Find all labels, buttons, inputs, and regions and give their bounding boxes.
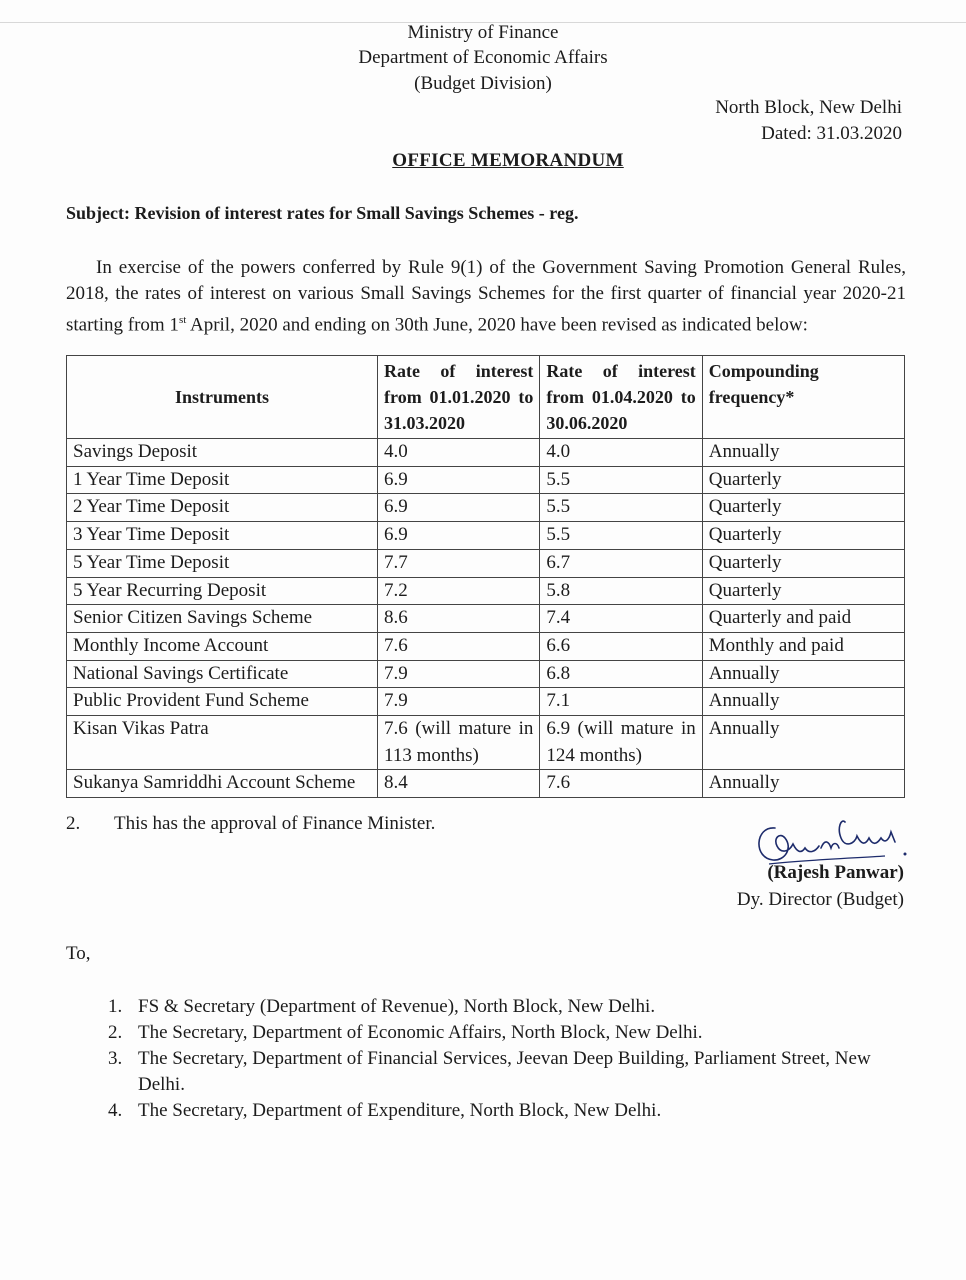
new-rate-cell: 6.9 (will mature in 124 months)	[540, 716, 702, 770]
date: Dated: 31.03.2020	[761, 123, 902, 144]
approval-note	[66, 813, 435, 835]
header-instruments: Instruments	[67, 356, 378, 439]
old-rate-cell: 8.6	[378, 605, 540, 633]
distribution-text: The Secretary, Department of Financial Services, Jeevan Deep Building, Parliament Street, New Delhi.	[138, 1048, 871, 1095]
new-rate-cell: 6.8	[540, 660, 702, 688]
compounding-cell: Quarterly	[702, 466, 904, 494]
distribution-number: 3.	[108, 1048, 123, 1069]
new-rate-cell: 6.6	[540, 632, 702, 660]
instrument-cell: Public Provident Fund Scheme	[67, 688, 378, 716]
table-row	[67, 549, 905, 577]
old-rate-cell: 6.9	[378, 466, 540, 494]
header-new-rate: Rate of interest from 01.04.2020 to 30.06.2020	[540, 356, 702, 439]
compounding-cell: Annually	[702, 688, 904, 716]
instrument-cell: 3 Year Time Deposit	[67, 522, 378, 550]
instrument-cell: National Savings Certificate	[67, 660, 378, 688]
intro-paragraph	[66, 255, 906, 338]
table-row	[67, 770, 905, 798]
distribution-item	[108, 994, 908, 1020]
distribution-item	[108, 1020, 908, 1046]
distribution-item	[108, 1098, 908, 1124]
interest-rates-table	[66, 355, 905, 798]
approval-number: 2.	[66, 813, 81, 834]
department-name: Department of Economic Affairs	[358, 47, 608, 68]
old-rate-cell: 6.9	[378, 494, 540, 522]
table-row	[67, 494, 905, 522]
instrument-cell: Monthly Income Account	[67, 632, 378, 660]
new-rate-cell: 7.1	[540, 688, 702, 716]
signatory-designation: Dy. Director (Budget)	[736, 889, 904, 910]
old-rate-cell: 4.0	[378, 439, 540, 467]
table-row	[67, 466, 905, 494]
old-rate-cell: 8.4	[378, 770, 540, 798]
place: North Block, New Delhi	[715, 97, 902, 118]
compounding-cell: Annually	[702, 716, 904, 770]
new-rate-cell: 5.8	[540, 577, 702, 605]
new-rate-cell: 5.5	[540, 494, 702, 522]
old-rate-cell: 6.9	[378, 522, 540, 550]
old-rate-cell: 7.7	[378, 549, 540, 577]
division-name: (Budget Division)	[414, 73, 552, 94]
instrument-cell: Savings Deposit	[67, 439, 378, 467]
table-row	[67, 688, 905, 716]
table-header-row	[67, 356, 905, 439]
ministry-name: Ministry of Finance	[407, 22, 559, 43]
table-row	[67, 522, 905, 550]
compounding-cell: Quarterly	[702, 494, 904, 522]
compounding-cell: Quarterly and paid	[702, 605, 904, 633]
distribution-text: FS & Secretary (Department of Revenue), North Block, New Delhi.	[138, 996, 656, 1017]
instrument-cell: 1 Year Time Deposit	[67, 466, 378, 494]
header-old-rate: Rate of interest from 01.01.2020 to 31.03.2020	[378, 356, 540, 439]
instrument-cell: 2 Year Time Deposit	[67, 494, 378, 522]
instrument-cell: 5 Year Time Deposit	[67, 549, 378, 577]
subject-line: Subject: Revision of interest rates for Small Savings Schemes - reg.	[66, 203, 579, 223]
table-row	[67, 605, 905, 633]
table-row	[67, 439, 905, 467]
old-rate-cell: 7.9	[378, 688, 540, 716]
instrument-cell: Senior Citizen Savings Scheme	[67, 605, 378, 633]
header-compounding: Compounding frequency*	[702, 356, 904, 439]
new-rate-cell: 4.0	[540, 439, 702, 467]
table-row	[67, 660, 905, 688]
distribution-number: 1.	[108, 996, 123, 1017]
ordinal-suffix: st	[178, 314, 187, 326]
table-row	[67, 577, 905, 605]
old-rate-cell: 7.6 (will mature in 113 months)	[378, 716, 540, 770]
signatory-name: (Rajesh Panwar)	[767, 862, 904, 883]
instrument-cell: 5 Year Recurring Deposit	[67, 577, 378, 605]
compounding-cell: Quarterly	[702, 549, 904, 577]
approval-text: This has the approval of Finance Minister.	[114, 813, 436, 834]
compounding-cell: Annually	[702, 439, 904, 467]
distribution-list	[108, 994, 908, 1124]
table-row	[67, 716, 905, 770]
old-rate-cell: 7.9	[378, 660, 540, 688]
new-rate-cell: 5.5	[540, 466, 702, 494]
distribution-number: 2.	[108, 1022, 123, 1043]
compounding-cell: Annually	[702, 660, 904, 688]
intro-text-end: April, 2020 and ending on 30th June, 2020 have been revised as indicated below:	[186, 314, 808, 336]
old-rate-cell: 7.2	[378, 577, 540, 605]
compounding-cell: Quarterly	[702, 577, 904, 605]
distribution-item	[108, 1046, 908, 1098]
new-rate-cell: 6.7	[540, 549, 702, 577]
distribution-number: 4.	[108, 1100, 123, 1121]
distribution-text: The Secretary, Department of Economic Affairs, North Block, New Delhi.	[138, 1022, 703, 1043]
compounding-cell: Quarterly	[702, 522, 904, 550]
to-label: To,	[66, 943, 91, 964]
instrument-cell: Sukanya Samriddhi Account Scheme	[67, 770, 378, 798]
new-rate-cell: 5.5	[540, 522, 702, 550]
instrument-cell: Kisan Vikas Patra	[67, 716, 378, 770]
new-rate-cell: 7.6	[540, 770, 702, 798]
old-rate-cell: 7.6	[378, 632, 540, 660]
intro-text-start: In exercise of the powers conferred by Rule 9(1) of the Government Saving Promotion General Rules, 2018, the rates of interest on various Small Savings Schemes for the first quarter of financial year 2020-21 starting from 1	[66, 257, 906, 336]
compounding-cell: Annually	[702, 770, 904, 798]
new-rate-cell: 7.4	[540, 605, 702, 633]
distribution-text: The Secretary, Department of Expenditure, North Block, New Delhi.	[138, 1100, 662, 1121]
compounding-cell: Monthly and paid	[702, 632, 904, 660]
memo-title: OFFICE MEMORANDUM	[392, 150, 624, 171]
table-row	[67, 632, 905, 660]
